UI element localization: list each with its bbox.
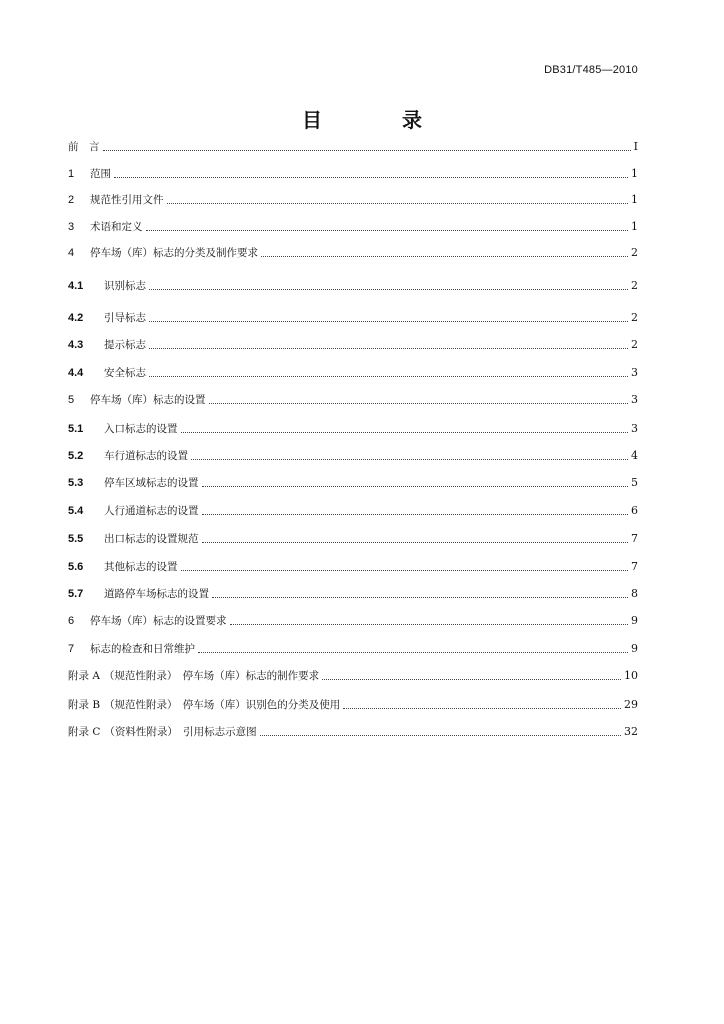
toc-dot-leader: [261, 255, 628, 257]
toc-dot-leader: [198, 651, 628, 653]
toc-dot-leader: [149, 320, 628, 322]
toc-dot-leader: [149, 288, 628, 290]
toc-entry-number: 5: [68, 394, 75, 406]
toc-entry-label: 车行道标志的设置: [104, 450, 188, 462]
toc-dot-leader: [146, 229, 629, 231]
toc-entry-number: 5.2: [68, 450, 84, 462]
toc-dot-leader: [181, 569, 629, 571]
toc-entry-page: 29: [624, 698, 638, 711]
toc-entry-number: 附录 B: [68, 699, 101, 711]
toc-entry-page: 6: [631, 504, 638, 517]
toc-entry-label: 识别标志: [104, 280, 146, 292]
toc-entry[interactable]: [68, 723, 638, 739]
toc-entry-page: 2: [631, 279, 638, 292]
document-code: DB31/T485—2010: [544, 64, 638, 76]
toc-entry-number: 4.4: [68, 367, 84, 379]
toc-entry-number: 4: [68, 247, 75, 259]
toc-entry-page: 2: [631, 311, 638, 324]
toc-entry-page: 2: [631, 246, 638, 259]
toc-dot-leader: [149, 375, 628, 377]
toc-entry-label: 规范性引用文件: [90, 194, 164, 206]
toc-dot-leader: [322, 678, 621, 680]
toc-entry[interactable]: [68, 502, 638, 518]
toc-entry[interactable]: [68, 696, 638, 712]
toc-entry-page: 1: [631, 220, 638, 233]
toc-entry-number: 5.6: [68, 561, 84, 573]
toc-entry-label: （规范性附录） 停车场（库）识别色的分类及使用: [104, 699, 341, 711]
toc-entry-number: 5.5: [68, 533, 84, 545]
toc-entry-label: 安全标志: [104, 367, 146, 379]
toc-entry-label: 提示标志: [104, 339, 146, 351]
toc-entry-label: 术语和定义: [90, 221, 143, 233]
toc-entry-page: 9: [631, 614, 638, 627]
toc-entry-label: 出口标志的设置规范: [104, 533, 199, 545]
toc-entry-number: 6: [68, 615, 75, 627]
toc-entry-page: 3: [631, 393, 638, 406]
toc-entry-page: I: [633, 140, 638, 153]
toc-dot-leader: [191, 458, 628, 460]
toc-entry-page: 1: [631, 167, 638, 180]
toc-entry-number: 前 言: [68, 141, 100, 153]
toc-entry-label: 引导标志: [104, 312, 146, 324]
toc-entry[interactable]: [68, 364, 638, 380]
toc-dot-leader: [260, 734, 621, 736]
toc-entry-number: 4.2: [68, 312, 84, 324]
toc-entry-page: 8: [631, 587, 638, 600]
toc-entry-page: 7: [631, 532, 638, 545]
toc-entry-page: 4: [631, 449, 638, 462]
toc-dot-leader: [343, 707, 621, 709]
toc-entry[interactable]: [68, 336, 638, 352]
toc-entry-label: 其他标志的设置: [104, 561, 178, 573]
toc-dot-leader: [114, 176, 628, 178]
toc-entry[interactable]: [68, 218, 638, 234]
toc-entry-label: 人行通道标志的设置: [104, 505, 199, 517]
toc-entry-page: 3: [631, 366, 638, 379]
toc-entry[interactable]: [68, 309, 638, 325]
toc-entry-number: 1: [68, 168, 75, 180]
toc-dot-leader: [167, 202, 629, 204]
toc-dot-leader: [103, 149, 631, 151]
toc-entry[interactable]: [68, 667, 638, 683]
toc-dot-leader: [181, 431, 629, 433]
toc-entry[interactable]: [68, 640, 638, 656]
toc-entry-number: 附录 A: [68, 670, 100, 682]
toc-entry-page: 10: [624, 669, 638, 682]
toc-entry[interactable]: [68, 612, 638, 628]
toc-dot-leader: [202, 485, 629, 487]
toc-entry-number: 5.7: [68, 588, 84, 600]
toc-dot-leader: [212, 596, 628, 598]
toc-dot-leader: [209, 402, 629, 404]
toc-entry[interactable]: [68, 447, 638, 463]
toc-entry-number: 5.3: [68, 477, 84, 489]
toc-entry[interactable]: [68, 530, 638, 546]
toc-dot-leader: [202, 513, 629, 515]
toc-entry-page: 9: [631, 642, 638, 655]
page-title: 目 录: [302, 108, 452, 132]
toc-entry[interactable]: [68, 558, 638, 574]
toc-entry-label: 标志的检查和日常维护: [90, 643, 195, 655]
toc-dot-leader: [230, 623, 629, 625]
toc-entry-page: 3: [631, 422, 638, 435]
toc-entry-number: 3: [68, 221, 75, 233]
toc-dot-leader: [149, 347, 628, 349]
toc-entry-page: 32: [624, 725, 638, 738]
toc-entry-label: （资料性附录） 引用标志示意图: [104, 726, 257, 738]
toc-entry-label: 道路停车场标志的设置: [104, 588, 209, 600]
toc-entry-number: 4.1: [68, 280, 84, 292]
toc-entry[interactable]: [68, 165, 638, 181]
toc-entry-label: 范围: [90, 168, 111, 180]
toc-entry-label: 停车场（库）标志的分类及制作要求: [90, 247, 258, 259]
toc-entry[interactable]: [68, 585, 638, 601]
toc-entry-page: 1: [631, 193, 638, 206]
toc-entry[interactable]: [68, 277, 638, 293]
toc-entry-number: 7: [68, 643, 75, 655]
toc-entry-number: 5.4: [68, 505, 84, 517]
toc-entry-page: 2: [631, 338, 638, 351]
toc-entry[interactable]: [68, 420, 638, 436]
toc-entry-number: 附录 C: [68, 726, 101, 738]
toc-entry-label: 停车场（库）标志的设置: [90, 394, 206, 406]
toc-dot-leader: [202, 541, 629, 543]
toc-entry-label: 停车场（库）标志的设置要求: [90, 615, 227, 627]
toc-entry-page: 5: [631, 476, 638, 489]
toc-entry[interactable]: [68, 474, 638, 490]
toc-entry-number: 4.3: [68, 339, 84, 351]
toc-entry[interactable]: [68, 391, 638, 407]
toc-entry[interactable]: [68, 244, 638, 260]
toc-entry[interactable]: [68, 138, 638, 154]
toc-entry-number: 2: [68, 194, 75, 206]
toc-entry-label: （规范性附录） 停车场（库）标志的制作要求: [103, 670, 320, 682]
toc-entry-number: 5.1: [68, 423, 84, 435]
toc-entry-page: 7: [631, 560, 638, 573]
toc-entry-label: 入口标志的设置: [104, 423, 178, 435]
toc-entry[interactable]: [68, 191, 638, 207]
toc-entry-label: 停车区域标志的设置: [104, 477, 199, 489]
